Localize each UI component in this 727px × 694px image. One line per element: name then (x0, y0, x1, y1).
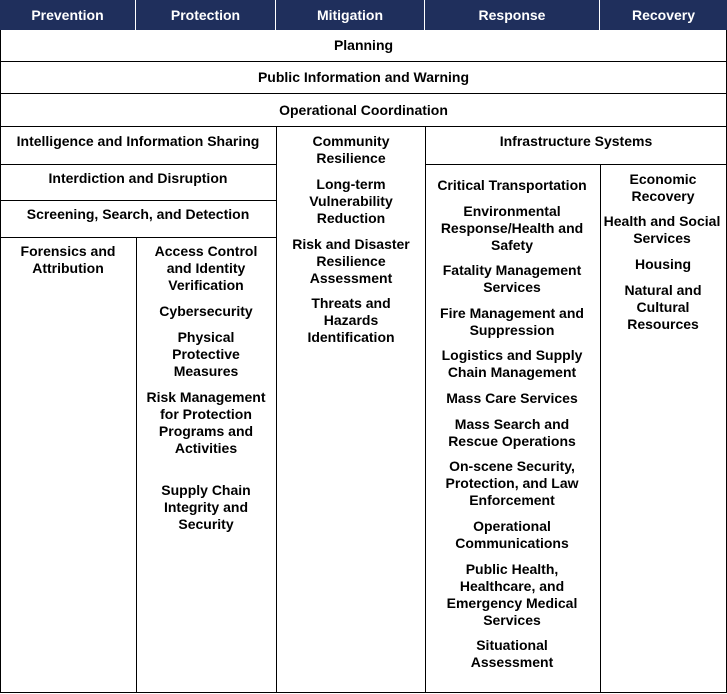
grid-line (0, 692, 727, 693)
capability-environmental-response: Environmental Response/Health and Safety (440, 203, 584, 253)
capability-supply-chain-integrity: Supply Chain Integrity and Security (161, 482, 251, 532)
grid-line (0, 164, 276, 165)
grid-line (0, 237, 276, 238)
capability-housing: Housing (635, 256, 691, 272)
capability-risk-disaster-resilience-assessment: Risk and Disaster Resilience Assessment (292, 236, 410, 286)
capability-community-resilience: Community Resilience (312, 133, 390, 166)
capability-public-health-medical: Public Health, Healthcare, and Emergency Medical Services (446, 561, 578, 628)
capability-access-control: Access Control and Identity Verification (154, 243, 258, 293)
capability-health-social-services: Health and Social Services (603, 213, 721, 246)
capability-critical-transportation: Critical Transportation (437, 177, 587, 193)
capability-risk-management-protection: Risk Management for Protection Programs and Activities (146, 389, 266, 456)
capability-mass-search-rescue: Mass Search and Rescue Operations (448, 416, 576, 449)
grid-line (425, 127, 426, 693)
header-mitigation: Mitigation (276, 0, 425, 30)
capability-screening-search-detection: Screening, Search, and Detection (26, 206, 250, 222)
capability-on-scene-security: On-scene Security, Protection, and Law Enforcement (445, 458, 579, 508)
grid-line (600, 164, 601, 693)
header-prevention: Prevention (0, 0, 136, 30)
capability-long-term-vulnerability-reduction: Long-term Vulnerability Reduction (309, 176, 393, 226)
grid-line (276, 127, 277, 693)
capability-mass-care-services: Mass Care Services (446, 390, 578, 406)
header-response: Response (425, 0, 600, 30)
header-protection: Protection (136, 0, 276, 30)
capability-logistics-supply-chain: Logistics and Supply Chain Management (441, 347, 583, 380)
capability-intelligence-sharing: Intelligence and Information Sharing (16, 133, 260, 149)
grid-line (0, 30, 1, 693)
grid-line (425, 164, 727, 165)
capability-forensics-attribution: Forensics and Attribution (20, 243, 116, 276)
grid-line (136, 237, 137, 693)
capability-fire-management: Fire Management and Suppression (440, 305, 584, 338)
header-recovery: Recovery (600, 0, 727, 30)
grid-line (0, 200, 276, 201)
capability-operational-communications: Operational Communications (455, 518, 569, 551)
capability-interdiction-disruption: Interdiction and Disruption (48, 170, 228, 186)
band-operational-coordination: Operational Coordination (0, 94, 727, 127)
band-planning: Planning (0, 30, 727, 62)
capability-infrastructure-systems: Infrastructure Systems (499, 133, 653, 149)
capability-natural-cultural-resources: Natural and Cultural Resources (624, 282, 702, 332)
capability-fatality-management: Fatality Management Services (442, 262, 582, 295)
capability-threats-hazards-identification: Threats and Hazards Identification (307, 295, 395, 345)
capability-cybersecurity: Cybersecurity (159, 303, 253, 319)
band-public-information: Public Information and Warning (0, 62, 727, 94)
capability-physical-protective-measures: Physical Protective Measures (172, 329, 240, 379)
capability-situational-assessment: Situational Assessment (470, 637, 554, 670)
capability-economic-recovery: Economic Recovery (629, 171, 697, 204)
